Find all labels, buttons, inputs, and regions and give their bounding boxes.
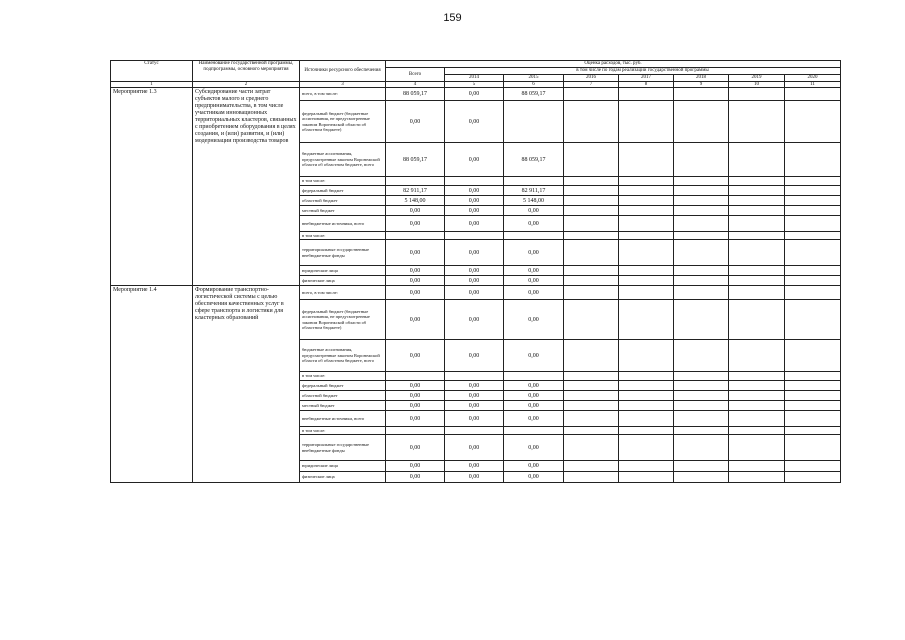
amount-y2014: 0,00 <box>445 411 504 427</box>
empty-year-cell <box>785 286 841 300</box>
funding-source: бюджетные ассигнования, предусмотренные законом Воронежской области об областном бюджете, всего <box>300 340 386 372</box>
amount-y2014: 0,00 <box>445 196 504 206</box>
funding-source: физические лица <box>300 276 386 286</box>
empty-year-cell <box>564 391 619 401</box>
empty-year-cell <box>619 411 674 427</box>
column-index: 6 <box>504 82 564 88</box>
funding-source: внебюджетные источники, всего <box>300 411 386 427</box>
amount-total: 0,00 <box>386 340 445 372</box>
amount-y2015: 0,00 <box>504 461 564 472</box>
funding-source: юридические лица <box>300 266 386 276</box>
empty-year-cell <box>564 461 619 472</box>
funding-source: в том числе: <box>300 372 386 381</box>
empty-year-cell <box>619 276 674 286</box>
amount-y2014: 0,00 <box>445 401 504 411</box>
empty-year-cell <box>619 391 674 401</box>
amount-y2015: 0,00 <box>504 381 564 391</box>
amount-y2014: 0,00 <box>445 391 504 401</box>
header-year: 2014 <box>445 75 504 82</box>
amount-total: 88 059,17 <box>386 88 445 101</box>
amount-total: 0,00 <box>386 276 445 286</box>
empty-year-cell <box>729 401 785 411</box>
header-year: 2020 <box>785 75 841 82</box>
empty-year-cell <box>619 196 674 206</box>
funding-source: федеральный бюджет <box>300 186 386 196</box>
empty-year-cell <box>729 381 785 391</box>
budget-table <box>110 60 841 483</box>
empty-year-cell <box>729 216 785 232</box>
empty-year-cell <box>564 286 619 300</box>
column-index: 5 <box>445 82 504 88</box>
empty-year-cell <box>785 216 841 232</box>
empty-year-cell <box>785 401 841 411</box>
amount-y2014: 0,00 <box>445 300 504 340</box>
amount-y2014 <box>445 232 504 240</box>
empty-year-cell <box>674 372 729 381</box>
amount-y2014: 0,00 <box>445 435 504 461</box>
empty-year-cell <box>674 381 729 391</box>
amount-y2014 <box>445 427 504 435</box>
header-status: Статус <box>111 61 193 82</box>
column-index: 1 <box>111 82 193 88</box>
empty-year-cell <box>729 340 785 372</box>
empty-year-cell <box>674 276 729 286</box>
empty-year-cell <box>729 101 785 143</box>
amount-y2015: 88 059,17 <box>504 88 564 101</box>
empty-year-cell <box>619 427 674 435</box>
amount-y2014: 0,00 <box>445 143 504 177</box>
empty-year-cell <box>619 381 674 391</box>
empty-year-cell <box>564 276 619 286</box>
amount-y2015: 0,00 <box>504 206 564 216</box>
empty-year-cell <box>564 216 619 232</box>
column-index: 11 <box>785 82 841 88</box>
empty-year-cell <box>564 427 619 435</box>
header-year: 2019 <box>729 75 785 82</box>
amount-y2015: 88 059,17 <box>504 143 564 177</box>
empty-year-cell <box>564 381 619 391</box>
empty-year-cell <box>674 88 729 101</box>
amount-y2015: 0,00 <box>504 300 564 340</box>
empty-year-cell <box>785 186 841 196</box>
empty-year-cell <box>785 391 841 401</box>
empty-year-cell <box>729 196 785 206</box>
empty-year-cell <box>729 411 785 427</box>
empty-year-cell <box>729 240 785 266</box>
funding-source: всего, в том числе: <box>300 286 386 300</box>
column-index: 8 <box>619 82 674 88</box>
empty-year-cell <box>729 300 785 340</box>
page-number: 159 <box>443 12 462 24</box>
header-estimate: Оценка расходов, тыс. руб. <box>386 61 841 68</box>
header-year: 2015 <box>504 75 564 82</box>
header-year: 2017 <box>619 75 674 82</box>
empty-year-cell <box>674 286 729 300</box>
amount-total: 0,00 <box>386 300 445 340</box>
amount-y2014: 0,00 <box>445 286 504 300</box>
empty-year-cell <box>729 435 785 461</box>
empty-year-cell <box>785 206 841 216</box>
empty-year-cell <box>674 435 729 461</box>
empty-year-cell <box>619 300 674 340</box>
header-year: 2018 <box>674 75 729 82</box>
empty-year-cell <box>729 177 785 186</box>
empty-year-cell <box>785 177 841 186</box>
amount-total: 0,00 <box>386 435 445 461</box>
empty-year-cell <box>619 101 674 143</box>
empty-year-cell <box>729 143 785 177</box>
amount-y2014: 0,00 <box>445 206 504 216</box>
funding-source: всего, в том числе: <box>300 88 386 101</box>
empty-year-cell <box>674 300 729 340</box>
empty-year-cell <box>785 101 841 143</box>
amount-y2015: 82 911,17 <box>504 186 564 196</box>
funding-source: местный бюджет <box>300 401 386 411</box>
empty-year-cell <box>619 266 674 276</box>
amount-total: 0,00 <box>386 472 445 483</box>
empty-year-cell <box>729 391 785 401</box>
empty-year-cell <box>785 300 841 340</box>
event-name: Формирование транспортно-логистической системы с целью обеспечения качественных услуг в сфере транспорта и логистики для кластерных образований <box>193 286 300 483</box>
empty-year-cell <box>619 240 674 266</box>
header-name: Наименование государственной программы, подпрограммы, основного мероприятия <box>193 61 300 82</box>
empty-year-cell <box>564 196 619 206</box>
amount-total <box>386 177 445 186</box>
event-status: Мероприятие 1.4 <box>111 286 193 483</box>
amount-total: 0,00 <box>386 391 445 401</box>
empty-year-cell <box>729 206 785 216</box>
empty-year-cell <box>729 427 785 435</box>
empty-year-cell <box>619 461 674 472</box>
empty-year-cell <box>785 276 841 286</box>
funding-source: физические лица <box>300 472 386 483</box>
table-body <box>111 88 841 483</box>
empty-year-cell <box>674 340 729 372</box>
funding-source: областной бюджет <box>300 391 386 401</box>
empty-year-cell <box>729 472 785 483</box>
empty-year-cell <box>619 177 674 186</box>
amount-y2014 <box>445 372 504 381</box>
amount-y2015 <box>504 101 564 143</box>
event-status: Мероприятие 1.3 <box>111 88 193 286</box>
empty-year-cell <box>674 401 729 411</box>
empty-year-cell <box>674 472 729 483</box>
amount-total: 88 059,17 <box>386 143 445 177</box>
empty-year-cell <box>564 143 619 177</box>
amount-y2015: 0,00 <box>504 472 564 483</box>
funding-source: в том числе: <box>300 232 386 240</box>
amount-y2015: 5 148,00 <box>504 196 564 206</box>
empty-year-cell <box>564 186 619 196</box>
empty-year-cell <box>564 472 619 483</box>
amount-total: 0,00 <box>386 206 445 216</box>
empty-year-cell <box>619 232 674 240</box>
funding-source: федеральный бюджет (бюджетные ассигнования, не предусмотренные законом Воронежской области об областном бюджете) <box>300 101 386 143</box>
empty-year-cell <box>785 88 841 101</box>
empty-year-cell <box>674 232 729 240</box>
empty-year-cell <box>674 206 729 216</box>
empty-year-cell <box>785 266 841 276</box>
empty-year-cell <box>674 143 729 177</box>
empty-year-cell <box>785 232 841 240</box>
empty-year-cell <box>564 300 619 340</box>
header-year: 2016 <box>564 75 619 82</box>
funding-source: территориальные государственные внебюджетные фонды <box>300 240 386 266</box>
amount-y2015: 0,00 <box>504 216 564 232</box>
amount-total: 0,00 <box>386 461 445 472</box>
empty-year-cell <box>785 372 841 381</box>
empty-year-cell <box>564 401 619 411</box>
empty-year-cell <box>674 411 729 427</box>
empty-year-cell <box>785 411 841 427</box>
amount-y2014: 0,00 <box>445 276 504 286</box>
empty-year-cell <box>729 286 785 300</box>
empty-year-cell <box>674 177 729 186</box>
amount-y2015 <box>504 177 564 186</box>
amount-y2015: 0,00 <box>504 435 564 461</box>
amount-total: 0,00 <box>386 286 445 300</box>
header-source: Источники ресурсного обеспечения <box>300 61 386 82</box>
empty-year-cell <box>674 391 729 401</box>
amount-total: 0,00 <box>386 401 445 411</box>
amount-y2015: 0,00 <box>504 286 564 300</box>
amount-total: 82 911,17 <box>386 186 445 196</box>
empty-year-cell <box>619 286 674 300</box>
amount-y2014: 0,00 <box>445 240 504 266</box>
amount-y2014: 0,00 <box>445 340 504 372</box>
empty-year-cell <box>785 240 841 266</box>
amount-y2014: 0,00 <box>445 266 504 276</box>
empty-year-cell <box>729 232 785 240</box>
amount-total <box>386 232 445 240</box>
amount-y2015: 0,00 <box>504 266 564 276</box>
amount-y2014 <box>445 177 504 186</box>
empty-year-cell <box>564 232 619 240</box>
table-row <box>111 286 841 300</box>
amount-y2015: 0,00 <box>504 276 564 286</box>
amount-total: 0,00 <box>386 266 445 276</box>
amount-y2014: 0,00 <box>445 461 504 472</box>
funding-source: местный бюджет <box>300 206 386 216</box>
amount-y2015 <box>504 372 564 381</box>
empty-year-cell <box>729 186 785 196</box>
empty-year-cell <box>729 266 785 276</box>
funding-source: областной бюджет <box>300 196 386 206</box>
empty-year-cell <box>564 266 619 276</box>
empty-year-cell <box>785 427 841 435</box>
funding-source: юридические лица <box>300 461 386 472</box>
amount-y2015: 0,00 <box>504 240 564 266</box>
amount-total: 0,00 <box>386 381 445 391</box>
amount-y2014: 0,00 <box>445 186 504 196</box>
empty-year-cell <box>564 240 619 266</box>
empty-year-cell <box>619 143 674 177</box>
amount-total: 0,00 <box>386 411 445 427</box>
empty-year-cell <box>619 435 674 461</box>
empty-year-cell <box>729 372 785 381</box>
funding-source: федеральный бюджет <box>300 381 386 391</box>
amount-total: 0,00 <box>386 216 445 232</box>
empty-year-cell <box>729 276 785 286</box>
empty-year-cell <box>674 240 729 266</box>
funding-source: бюджетные ассигнования, предусмотренные законом Воронежской области об областном бюджете, всего <box>300 143 386 177</box>
empty-year-cell <box>564 88 619 101</box>
table-header <box>111 61 841 88</box>
empty-year-cell <box>619 216 674 232</box>
empty-year-cell <box>785 461 841 472</box>
amount-y2014: 0,00 <box>445 472 504 483</box>
amount-y2015: 0,00 <box>504 401 564 411</box>
empty-year-cell <box>729 461 785 472</box>
amount-y2015: 0,00 <box>504 411 564 427</box>
funding-source: в том числе: <box>300 177 386 186</box>
empty-year-cell <box>674 461 729 472</box>
empty-year-cell <box>785 143 841 177</box>
amount-y2015: 0,00 <box>504 391 564 401</box>
empty-year-cell <box>564 435 619 461</box>
empty-year-cell <box>564 206 619 216</box>
amount-y2015 <box>504 427 564 435</box>
column-index: 7 <box>564 82 619 88</box>
amount-total <box>386 372 445 381</box>
amount-y2014: 0,00 <box>445 381 504 391</box>
funding-source: в том числе: <box>300 427 386 435</box>
amount-y2014: 0,00 <box>445 216 504 232</box>
empty-year-cell <box>619 186 674 196</box>
empty-year-cell <box>674 427 729 435</box>
amount-total: 0,00 <box>386 101 445 143</box>
funding-source: территориальные государственные внебюджетные фонды <box>300 435 386 461</box>
amount-total: 5 148,00 <box>386 196 445 206</box>
empty-year-cell <box>729 88 785 101</box>
empty-year-cell <box>674 186 729 196</box>
empty-year-cell <box>785 381 841 391</box>
empty-year-cell <box>619 372 674 381</box>
table-row <box>111 88 841 101</box>
empty-year-cell <box>564 411 619 427</box>
amount-y2015: 0,00 <box>504 340 564 372</box>
empty-year-cell <box>619 401 674 411</box>
empty-year-cell <box>785 472 841 483</box>
funding-source: внебюджетные источники, всего <box>300 216 386 232</box>
empty-year-cell <box>564 101 619 143</box>
empty-year-cell <box>785 196 841 206</box>
empty-year-cell <box>674 266 729 276</box>
amount-y2014: 0,00 <box>445 101 504 143</box>
empty-year-cell <box>785 340 841 372</box>
column-index: 10 <box>729 82 785 88</box>
column-index: 2 <box>193 82 300 88</box>
column-index: 9 <box>674 82 729 88</box>
empty-year-cell <box>674 196 729 206</box>
empty-year-cell <box>674 216 729 232</box>
empty-year-cell <box>619 472 674 483</box>
empty-year-cell <box>619 88 674 101</box>
budget-table-container <box>110 60 840 483</box>
amount-total <box>386 427 445 435</box>
header-by-years: в том числе по годам реализации государственной программы <box>445 68 841 75</box>
event-name: Субсидирование части затрат субъектов малого и среднего предпринимательства, в том числе участникам инновационных территориальных кластеров, связанных с приобретением оборудования в целях создания, и (или) развития, и (или) модернизации производства товаров <box>193 88 300 286</box>
column-index: 3 <box>300 82 386 88</box>
empty-year-cell <box>564 372 619 381</box>
empty-year-cell <box>619 340 674 372</box>
amount-y2014: 0,00 <box>445 88 504 101</box>
amount-total: 0,00 <box>386 240 445 266</box>
empty-year-cell <box>674 101 729 143</box>
empty-year-cell <box>785 435 841 461</box>
column-index: 4 <box>386 82 445 88</box>
header-total: Всего <box>386 68 445 82</box>
empty-year-cell <box>619 206 674 216</box>
empty-year-cell <box>564 177 619 186</box>
empty-year-cell <box>564 340 619 372</box>
amount-y2015 <box>504 232 564 240</box>
funding-source: федеральный бюджет (бюджетные ассигнования, не предусмотренные законом Воронежской области об областном бюджете) <box>300 300 386 340</box>
